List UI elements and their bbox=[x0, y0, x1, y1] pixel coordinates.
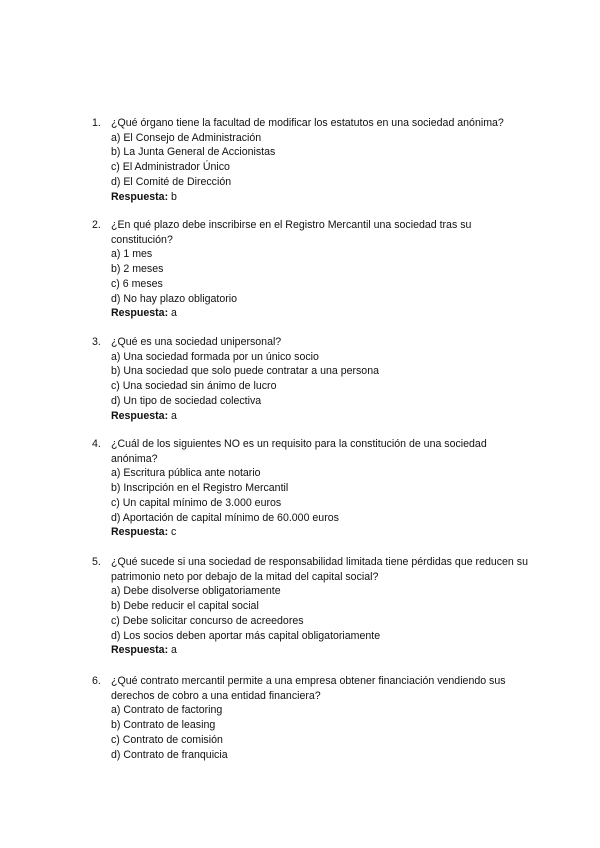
question-number: 1. bbox=[92, 117, 101, 129]
question-number: 2. bbox=[92, 219, 101, 231]
answer-label: Respuesta: bbox=[111, 190, 169, 203]
answer-value: b bbox=[168, 190, 177, 203]
question-text: ¿Cuál de los siguientes NO es un requisito para la constitución de una sociedad anónima? bbox=[111, 438, 487, 465]
question-1 bbox=[92, 116, 532, 204]
answer-line bbox=[111, 525, 532, 540]
question-3 bbox=[92, 335, 532, 423]
option-d: d) Contrato de franquicia bbox=[111, 748, 228, 761]
option-a: a) El Consejo de Administración bbox=[111, 131, 262, 144]
answer-line bbox=[111, 190, 532, 205]
answer-line bbox=[111, 643, 532, 658]
option-c: c) Contrato de comisión bbox=[111, 733, 223, 746]
answer-label: Respuesta: bbox=[111, 409, 169, 422]
option-d: d) El Comité de Dirección bbox=[111, 175, 232, 188]
answer-value: a bbox=[168, 307, 177, 320]
option-a: a) Debe disolverse obligatoriamente bbox=[111, 585, 281, 598]
answer-label: Respuesta: bbox=[111, 644, 169, 657]
option-d: d) No hay plazo obligatorio bbox=[111, 292, 238, 305]
option-b: b) Contrato de leasing bbox=[111, 719, 216, 732]
option-d: d) Un tipo de sociedad colectiva bbox=[111, 394, 262, 407]
question-4 bbox=[92, 437, 532, 540]
question-text: ¿Qué contrato mercantil permite a una empresa obtener financiación vendiendo sus derechos de cobro a una entidad financiera? bbox=[111, 675, 506, 702]
option-d: d) Aportación de capital mínimo de 60.000 euros bbox=[111, 511, 339, 524]
option-a: a) Una sociedad formada por un único socio bbox=[111, 350, 319, 363]
option-a: a) Contrato de factoring bbox=[111, 704, 223, 717]
option-c: c) Debe solicitar concurso de acreedores bbox=[111, 614, 304, 627]
option-b: b) La Junta General de Accionistas bbox=[111, 146, 276, 159]
question-number: 5. bbox=[92, 556, 101, 568]
question-text: ¿Qué órgano tiene la facultad de modificar los estatutos en una sociedad anónima? bbox=[111, 117, 504, 129]
answer-value: a bbox=[168, 644, 177, 657]
question-text: ¿En qué plazo debe inscribirse en el Registro Mercantil una sociedad tras su constitución? bbox=[111, 219, 472, 246]
answer-label: Respuesta: bbox=[111, 526, 169, 539]
question-text: ¿Qué es una sociedad unipersonal? bbox=[111, 336, 282, 348]
option-b: b) Una sociedad que solo puede contratar a una persona bbox=[111, 365, 379, 378]
option-a: a) Escritura pública ante notario bbox=[111, 467, 261, 480]
question-number: 6. bbox=[92, 675, 101, 687]
question-text: ¿Qué sucede si una sociedad de responsabilidad limitada tiene pérdidas que reducen su patrimonio neto por debajo de la mitad del capital social? bbox=[111, 556, 528, 583]
option-c: c) El Administrador Único bbox=[111, 161, 230, 174]
option-b: b) Inscripción en el Registro Mercantil bbox=[111, 482, 289, 495]
question-6 bbox=[92, 674, 532, 762]
answer-value: c bbox=[168, 526, 177, 539]
option-b: b) 2 meses bbox=[111, 263, 164, 276]
answer-label: Respuesta: bbox=[111, 307, 169, 320]
option-d: d) Los socios deben aportar más capital obligatoriamente bbox=[111, 629, 381, 642]
answer-line bbox=[111, 306, 532, 321]
option-a: a) 1 mes bbox=[111, 248, 153, 261]
question-5 bbox=[92, 555, 532, 658]
answer-line bbox=[111, 409, 532, 424]
question-number: 4. bbox=[92, 438, 101, 450]
option-b: b) Debe reducir el capital social bbox=[111, 600, 259, 613]
question-number: 3. bbox=[92, 336, 101, 348]
answer-value: a bbox=[168, 409, 177, 422]
option-c: c) Un capital mínimo de 3.000 euros bbox=[111, 496, 282, 509]
option-c: c) 6 meses bbox=[111, 277, 163, 290]
option-c: c) Una sociedad sin ánimo de lucro bbox=[111, 380, 277, 393]
question-2 bbox=[92, 218, 532, 321]
